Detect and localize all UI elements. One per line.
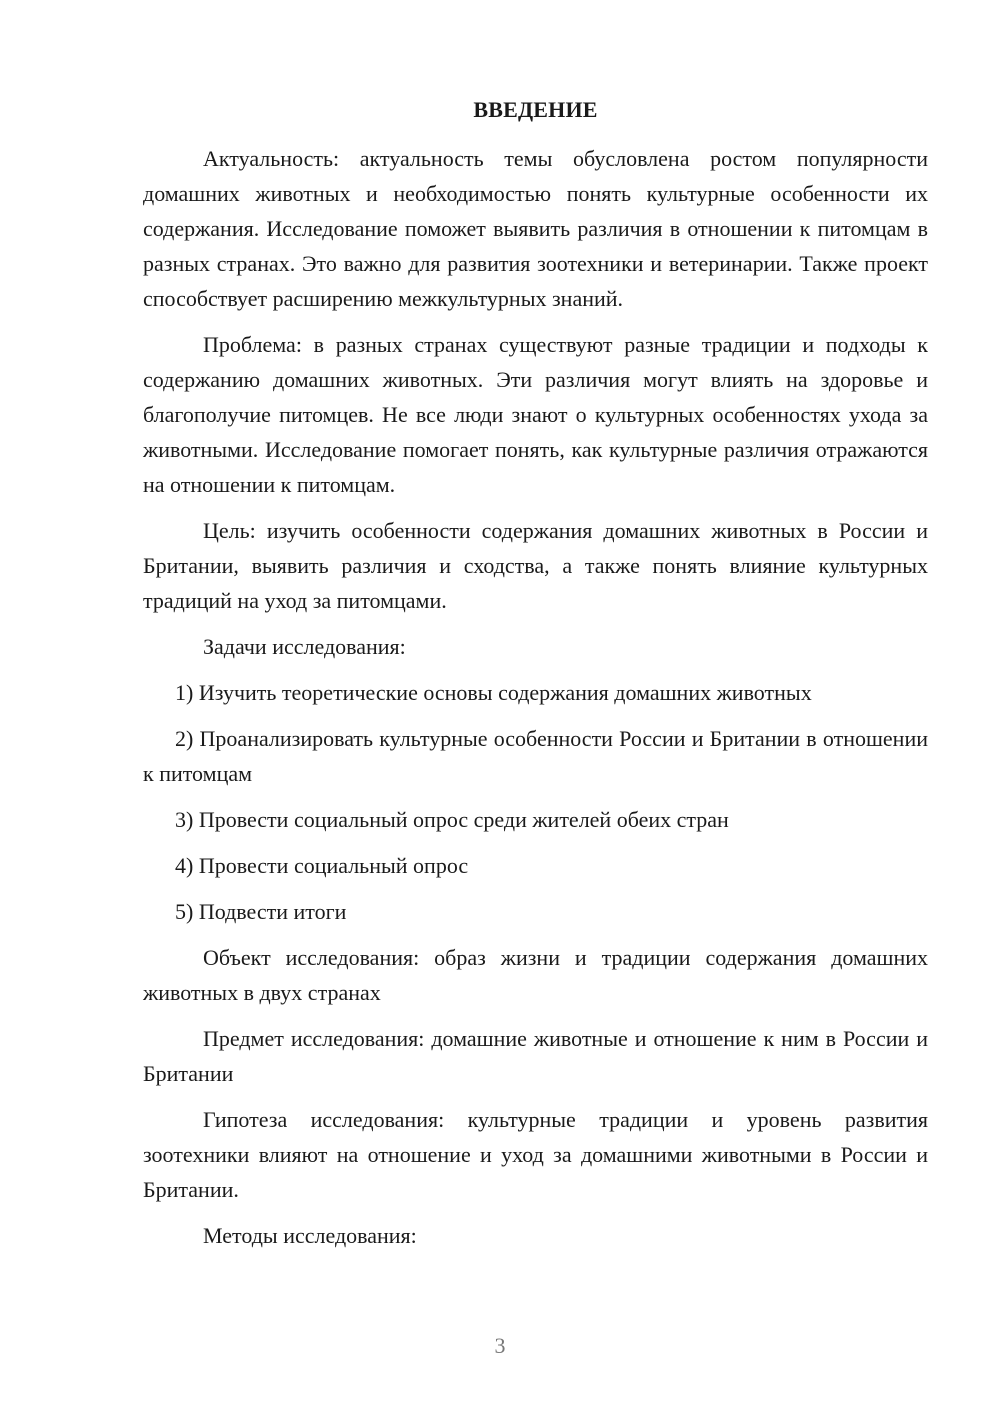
goal-paragraph: Цель: изучить особенности содержания домашних животных в России и Британии, выявить различия и сходства, а также понять влияние культурных традиций на уход за питомцами. [143, 518, 928, 613]
hypothesis-paragraph: Гипотеза исследования: культурные традиции и уровень развития зоотехники влияют на отношение и уход за домашними животными в России и Британии. [143, 1107, 928, 1202]
relevance-paragraph: Актуальность: актуальность темы обусловлена ростом популярности домашних животных и необходимостью понять культурные особенности их содержания. Исследование поможет выявить различия в отношении к питомцам в разных странах. Это важно для развития зоотехники и ветеринарии. Также проект способствует расширению межкультурных знаний. [143, 146, 928, 311]
task-item-3: 3) Провести социальный опрос среди жителей обеих стран [175, 807, 729, 832]
tasks-intro: Задачи исследования: [203, 634, 406, 659]
task-item-5: 5) Подвести итоги [175, 899, 347, 924]
task-item-2: 2) Проанализировать культурные особенности России и Британии в отношении к питомцам [143, 726, 928, 786]
problem-paragraph: Проблема: в разных странах существуют разные традиции и подходы к содержанию домашних животных. Эти различия могут влиять на здоровье и благополучие питомцев. Не все люди знают о культурных особенностях ухода за животными. Исследование помогает понять, как культурные различия отражаются на отношении к питомцам. [143, 332, 928, 497]
section-heading: ВВЕДЕНИЕ [473, 97, 598, 122]
page-number: 3 [494, 1333, 506, 1358]
object-paragraph: Объект исследования: образ жизни и традиции содержания домашних животных в двух странах [143, 945, 928, 1005]
task-item-4: 4) Провести социальный опрос [175, 853, 469, 878]
methods-paragraph: Методы исследования: [203, 1223, 417, 1248]
document-page [143, 92, 928, 1264]
task-item-1: 1) Изучить теоретические основы содержания домашних животных [175, 680, 812, 705]
subject-paragraph: Предмет исследования: домашние животные и отношение к ним в России и Британии [143, 1026, 928, 1086]
